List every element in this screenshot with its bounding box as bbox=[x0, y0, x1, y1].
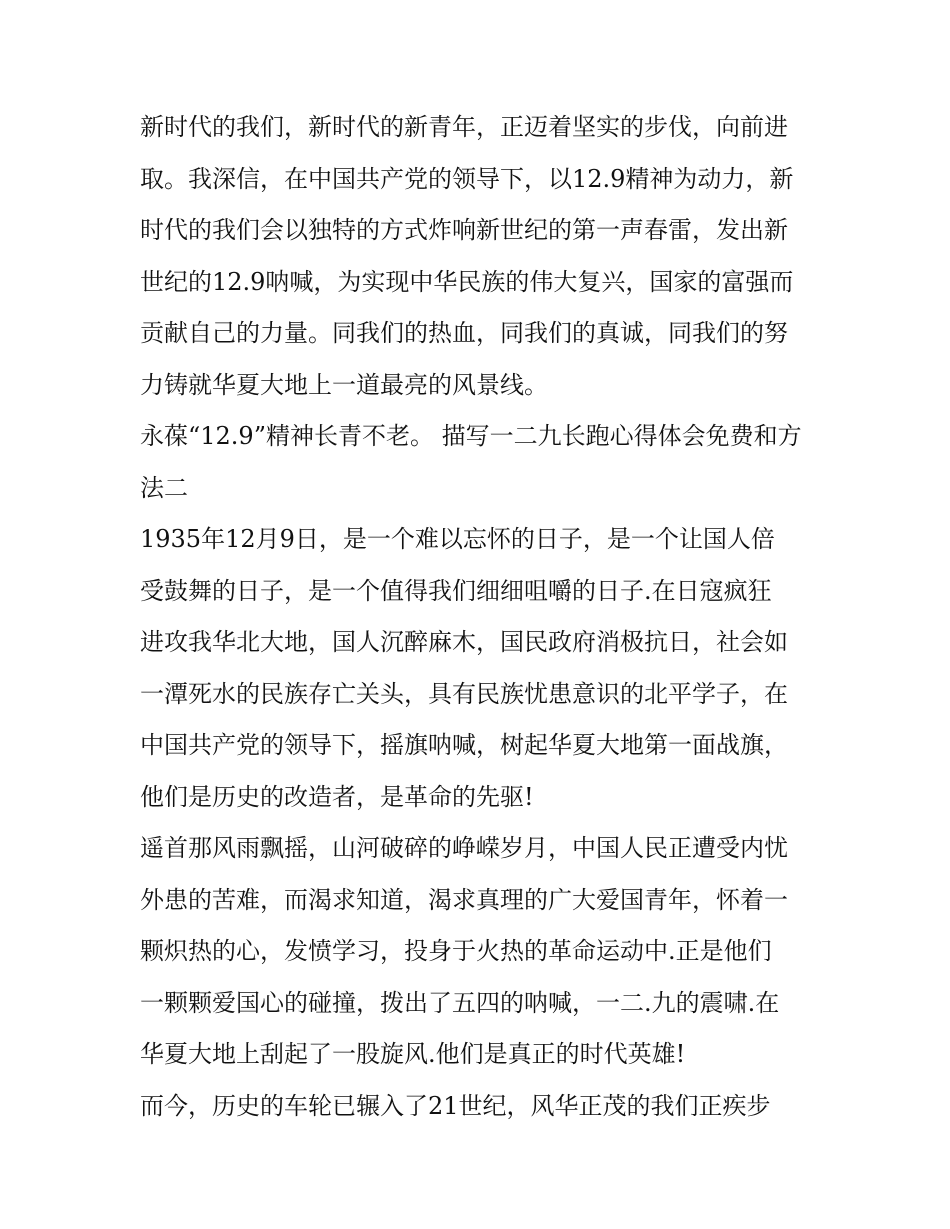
text-line: 而今，历史的车轮已辗入了21世纪，风华正茂的我们正疾步 bbox=[140, 1091, 771, 1120]
text-line: 贡献自己的力量。同我们的热血，同我们的真诚，同我们的努 bbox=[140, 319, 788, 347]
text-line: 进攻我华北大地，国人沉醉麻木，国民政府消极抗日，社会如 bbox=[140, 628, 788, 656]
text-line: 取。我深信，在中国共产党的领导下，以12.9精神为动力，新 bbox=[140, 164, 794, 193]
text-line: 法二 bbox=[140, 473, 188, 502]
text-line: 颗炽热的心，发愤学习，投身于火热的革命运动中.正是他们 bbox=[140, 937, 772, 965]
text-line: 新时代的我们，新时代的新青年，正迈着坚实的步伐，向前进 bbox=[140, 113, 788, 141]
text-line: 一潭死水的民族存亡关头，具有民族忧患意识的北平学子，在 bbox=[140, 679, 788, 708]
text-line: 外患的苦难，而渴求知道，渴求真理的广大爱国青年，怀着一 bbox=[140, 885, 788, 914]
text-line: 世纪的12.9呐喊，为实现中华民族的伟大复兴，国家的富强而 bbox=[140, 267, 794, 296]
text-line: 遥首那风雨飘摇，山河破碎的峥嵘岁月，中国人民正遭受内忧 bbox=[140, 834, 788, 862]
document-body bbox=[140, 102, 820, 1132]
text-line: 永葆“12.9”精神长青不老。 描写一二九长跑心得体会免费和方 bbox=[140, 422, 802, 450]
text-line: 一颗颗爱国心的碰撞，拨出了五四的呐喊，一二.九的震啸.在 bbox=[140, 988, 780, 1017]
text-line: 力铸就华夏大地上一道最亮的风景线。 bbox=[140, 370, 548, 399]
text-line: 他们是历史的改造者，是革命的先驱! bbox=[140, 782, 534, 811]
text-line: 时代的我们会以独特的方式炸响新世纪的第一声春雷，发出新 bbox=[140, 216, 788, 244]
text-line: 受鼓舞的日子，是一个值得我们细细咀嚼的日子.在日寇疯狂 bbox=[140, 576, 772, 605]
text-line: 1935年12月9日，是一个难以忘怀的日子，是一个让国人倍 bbox=[140, 525, 775, 553]
text-line: 中国共产党的领导下，摇旗呐喊，树起华夏大地第一面战旗， bbox=[140, 731, 788, 759]
text-line: 华夏大地上刮起了一股旋风.他们是真正的时代英雄! bbox=[140, 1040, 686, 1068]
